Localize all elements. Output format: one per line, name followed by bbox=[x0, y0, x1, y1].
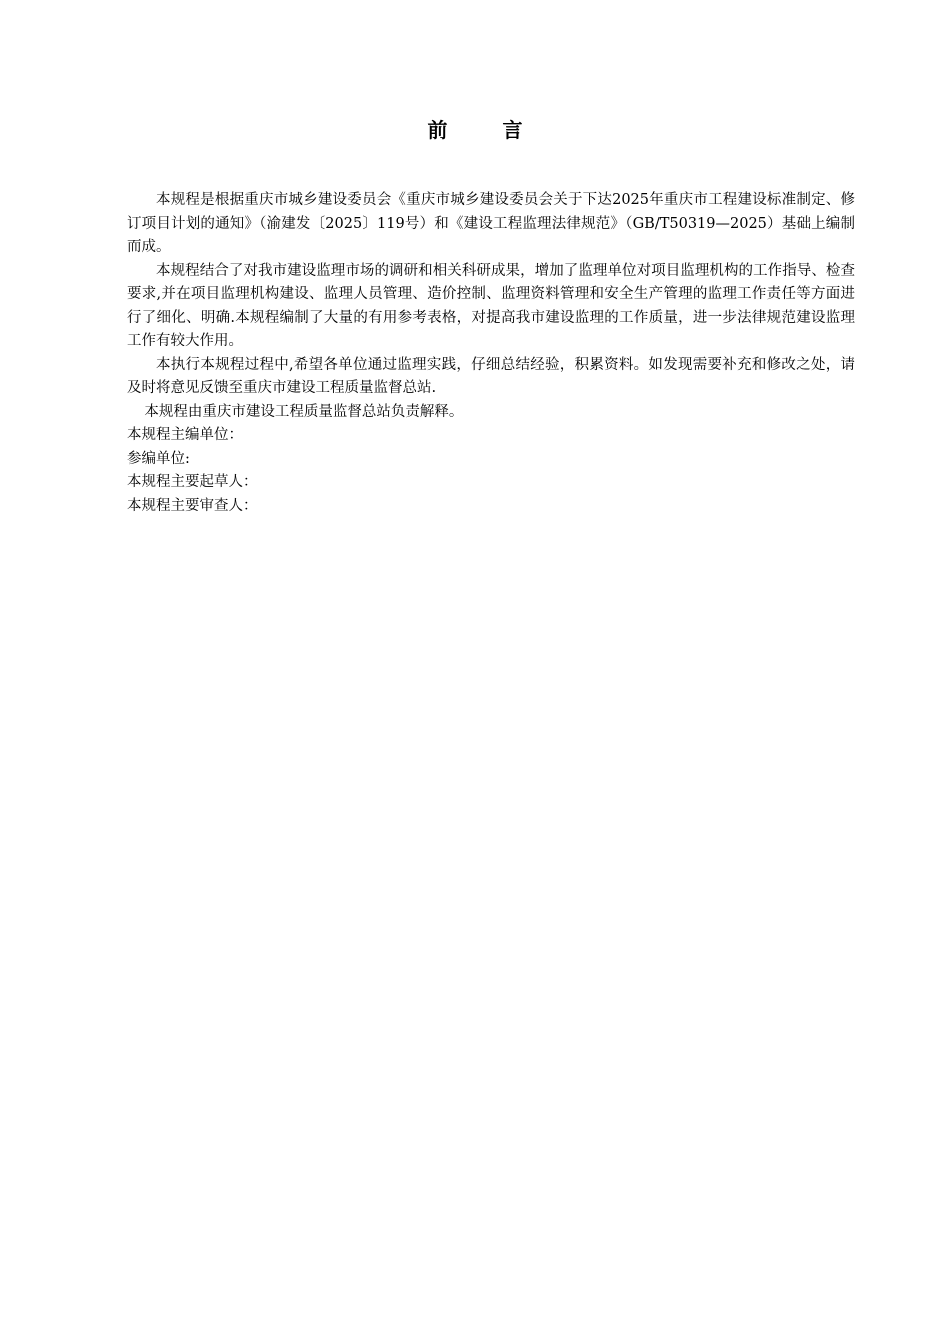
preface-body bbox=[127, 189, 855, 518]
paragraph-basis: 本规程是根据重庆市城乡建设委员会《重庆市城乡建设委员会关于下达2025年重庆市工程建设标准制定、修订项目计划的通知》（渝建发〔2025〕119号）和《建设工程监理法律规范》（GB/T50319—2025）基础上编制而成。 bbox=[127, 192, 855, 255]
paragraph-content: 本规程结合了对我市建设监理市场的调研和相关科研成果，增加了监理单位对项目监理机构的工作指导、检查要求,并在项目监理机构建设、监理人员管理、造价控制、监理资料管理和安全生产管理的监理工作责任等方面进行了细化、明确.本规程编制了大量的有用参考表格，对提高我市建设监理的工作质量，进一步法律规范建设监理工作有较大作用。 bbox=[127, 262, 855, 349]
field-participating-units: 参编单位: bbox=[127, 450, 190, 467]
field-main-drafters: 本规程主要起草人： bbox=[127, 474, 258, 490]
field-chief-editor-unit: 本规程主编单位： bbox=[127, 427, 243, 443]
field-main-reviewers: 本规程主要审查人： bbox=[127, 497, 258, 514]
page-title: 前 言 bbox=[427, 118, 547, 142]
paragraph-interpretation: 本规程由重庆市建设工程质量监督总站负责解释。 bbox=[144, 403, 464, 420]
paragraph-feedback: 本执行本规程过程中,希望各单位通过监理实践，仔细总结经验，积累资料。如发现需要补充和修改之处，请及时将意见反馈至重庆市建设工程质量监督总站. bbox=[127, 356, 855, 396]
